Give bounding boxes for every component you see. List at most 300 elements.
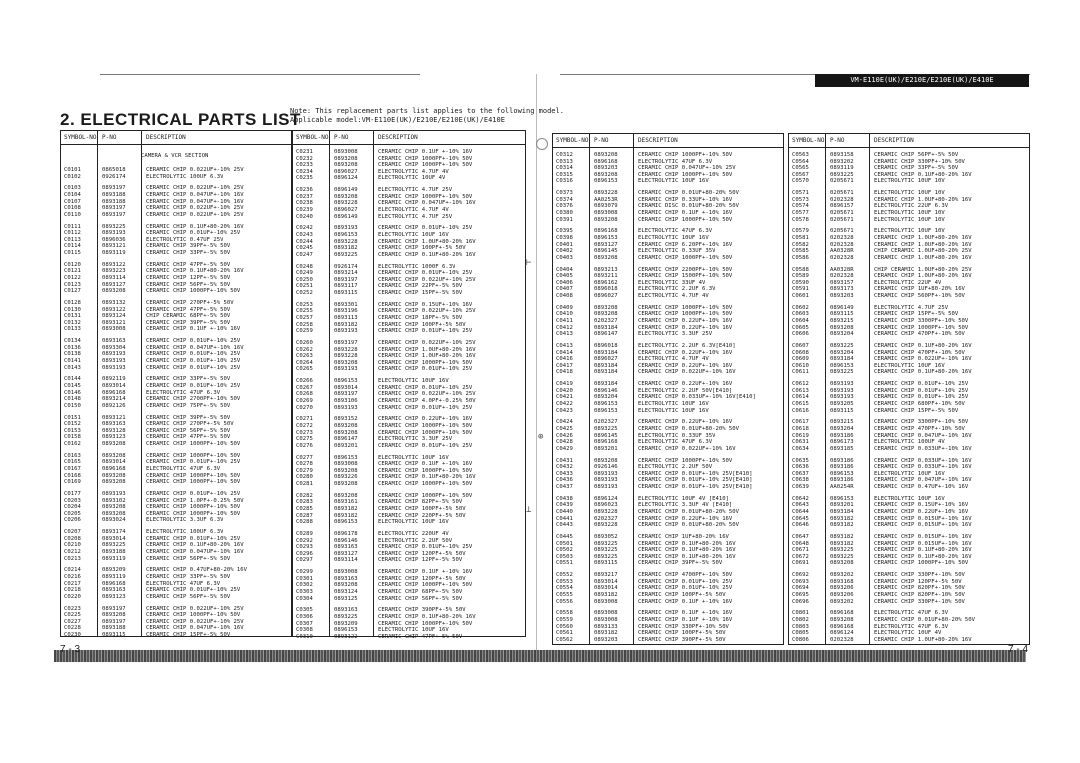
table-cell-part-no: 0896023 [594,502,618,509]
column-header-desc: DESCRIPTION [874,137,914,144]
table-cell-description: CERAMIC CHIP 0.047UF+-10% 25V [638,165,736,172]
table-cell-part-no: 0893211 [594,273,618,280]
table-cell-symbol: C0134 [64,338,81,345]
table-cell-description: ELECTROLYTIC 47UF 6.3V [146,580,221,587]
table-cell-description: CERAMIC CHIP 1000PF+-10% 50V [638,457,733,464]
table-cell-symbol: C0104 [64,192,81,198]
table-cell-symbol: C0636 [792,464,809,471]
table-cell-symbol: C0409 [556,304,573,311]
table-cell-description: ELECTROLYTIC 10UF 16V [378,519,449,526]
table-cell-symbol: C0112 [64,230,81,237]
table-cell-part-no: 0893208 [334,492,358,499]
table-cell-description: CERAMIC CHIP 0.1UF +-10% 16V [638,610,733,617]
table-cell-description: CERAMIC CHIP 1000PF+-10% 50V [638,304,733,311]
table-cell-description: CERAMIC CHIP 0.01UF+-10% 25V [378,366,473,373]
table-header [293,131,525,145]
table-cell-symbol: C0303 [296,589,313,595]
table-cell-part-no: 0893208 [334,423,358,429]
table-cell-description: CERAMIC CHIP 100PF+-5% 50V [378,245,466,252]
table-cell-part-no: 0893114 [334,557,358,564]
table-cell-description: CERAMIC CHIP 12PF+-5% 50V [378,557,463,564]
table-cell-part-no: 0893193 [102,230,126,237]
section-label: CAMERA & VCR SECTION [141,153,209,159]
table-cell-part-no: 0893208 [102,479,126,486]
table-cell-symbol: C0413 [556,343,573,349]
table-cell-part-no: 0893228 [334,238,358,245]
table-cell-part-no: 0893008 [334,461,358,468]
table-cell-description: CERAMIC CHIP 100PF+-5% 50V [378,321,466,328]
table-cell-part-no: 0893008 [334,569,358,576]
table-cell-symbol: C0402 [556,248,573,255]
table-cell-symbol: C0236 [296,187,313,194]
table-cell-part-no: 0893188 [102,625,126,632]
table-cell-description: CERAMIC CHIP 3300PF+-10% 50V [874,318,969,324]
table-cell-description: CERAMIC CHIP 0.1UF+80-20% 16V [638,553,736,560]
table-cell-part-no: 0896153 [830,362,854,369]
table-cell-part-no: 0893197 [334,340,358,346]
parts-table-right-b [788,133,1030,645]
table-cell-description: ELECTROLYTIC 47UF 6.3V [638,439,713,446]
table-cell-description: ELECTROLYTIC 4.7UF 4V [378,207,449,213]
table-cell-description: ELECTROLYTIC 10UF 16V [638,235,709,241]
table-cell-symbol: C0401 [556,241,573,248]
table-cell-part-no: 0893132 [102,300,126,306]
table-cell-symbol: C0579 [792,228,809,235]
table-cell-symbol: C0242 [296,225,313,232]
table-cell-symbol: C0437 [556,484,573,490]
table-cell-symbol: C0208 [64,535,81,542]
table-cell-description: CERAMIC CHIP 33PF+-5% 50V [874,165,959,172]
table-cell-description: CERAMIC CHIP 330PF+-10% 50V [638,623,729,630]
page-spine [536,74,537,654]
table-cell-symbol: C0250 [296,276,313,283]
table-cell-part-no: 0896178 [334,531,358,537]
table-cell-part-no: 0893228 [594,509,618,515]
table-cell-part-no: 0896027 [594,293,618,299]
table-cell-symbol: C0278 [296,461,313,468]
table-cell-part-no: 0205671 [830,190,854,197]
table-cell-description: CERAMIC CHIP 1000PF+-10% 50V [378,582,473,589]
table-cell-part-no: 0893225 [594,547,618,554]
table-cell-description: CERAMIC CHIP 100PF+-5% 50V [638,592,726,598]
table-cell-part-no: 0893161 [334,499,358,506]
table-cell-part-no: 0893208 [102,504,126,511]
table-cell-symbol: C0220 [64,593,81,600]
table-cell-symbol: C0691 [792,560,809,567]
table-cell-description: CERAMIC CHIP 0.047UF+-10% 16V [874,477,972,484]
table-cell-symbol: C0648 [792,540,809,547]
table-cell-part-no: 0893163 [102,421,126,428]
table-cell-symbol: C0283 [296,499,313,506]
table-cell-description: CERAMIC CHIP 0.1UF+80-20% 16V [874,547,972,554]
table-cell-part-no: 0893185 [830,445,854,452]
table-cell-symbol: C0585 [792,248,809,255]
table-cell-symbol: C0262 [296,346,313,353]
table-cell-symbol: C0217 [64,580,81,587]
table-cell-symbol: C0315 [556,171,573,178]
table-cell-part-no: 0893157 [830,279,854,286]
table-cell-part-no: 0893184 [830,509,854,515]
table-cell-part-no: 0893208 [334,162,358,169]
table-header [553,134,783,148]
table-cell-part-no: 0893008 [594,210,618,216]
table-cell-description: CERAMIC CHIP 0.47UF+-10% 16V [874,484,969,490]
table-cell-description: ELECTROLYTIC 220UF 4V [378,531,449,537]
table-cell-description: ELECTROLYTIC 10UF 16V [638,407,709,414]
table-cell-part-no: 0202328 [830,241,854,248]
table-cell-description: ELECTROLYTIC 47UF 6.3V [874,610,949,617]
table-cell-symbol: C0162 [64,441,81,447]
table-cell-description: CERAMIC CHIP 0.1UF+80-20% 16V [146,542,244,549]
table-cell-symbol: C0267 [296,384,313,391]
table-cell-part-no: 0893193 [830,387,854,394]
table-cell-symbol: C0225 [64,612,81,619]
table-cell-part-no: 0893163 [334,544,358,551]
table-cell-description: CERAMIC CHIP 270PF+-5% 50V [146,300,234,306]
table-cell-description: CERAMIC CHIP 4700PF+-10% 50V [638,572,733,579]
table-cell-part-no: 0893186 [830,477,854,484]
table-cell-description: CHIP CERAMIC 68PF+-5% 50V [146,313,231,320]
table-cell-symbol: C0422 [556,401,573,407]
table-cell-symbol: C0412 [556,324,573,331]
table-cell-symbol: C0141 [64,358,81,364]
table-cell-symbol: C0556 [556,598,573,605]
table-cell-description: CERAMIC CHIP 0.01UF+-10% 25V [874,394,969,401]
table-cell-description: CERAMIC CHIP 56PF+-5% 50V [874,152,959,158]
table-cell-description: CERAMIC CHIP 470PF+-10% 50V [874,349,965,356]
table-cell-part-no: 0893193 [594,470,618,477]
table-cell-description: CERAMIC CHIP 1.0UF+80-20% 16V [874,254,972,261]
table-cell-symbol: C0413 [556,331,573,338]
table-cell-description: CERAMIC CHIP 47PF+-5% 50V [146,261,231,268]
table-cell-symbol: C0316 [556,178,573,185]
table-cell-part-no: 0202327 [594,515,618,522]
table-cell-description: CERAMIC CHIP 1000PF+-10% 50V [146,441,241,447]
table-cell-part-no: 0893208 [594,304,618,311]
table-cell-symbol: C0428 [556,439,573,446]
table-cell-symbol: C0591 [792,286,809,293]
table-cell-description: CERAMIC CHIP 0.1UF +-10% 16V [638,598,733,605]
table-cell-description: ELECTROLYTIC 47UF 6.3V [638,158,713,165]
table-cell-description: ELECTROLYTIC 4.7UF 4V [378,168,449,175]
table-cell-description: ELECTROLYTIC 2.2UF 50V[E410] [638,387,733,394]
table-cell-symbol: C0553 [556,578,573,585]
note-line-2: Applicable model:VM-E110E(UK)/E210E/E210E(UK)/E410E [290,116,505,124]
table-cell-symbol: C0289 [296,531,313,537]
table-cell-part-no: 0896168 [830,610,854,617]
table-cell-description: CERAMIC CHIP 1000PF+-10% 50V [874,324,969,331]
table-cell-part-no: 0893208 [830,560,854,567]
table-cell-description: CERAMIC CHIP 0.01UF+-10% 25V [146,364,241,371]
table-cell-part-no: 0896146 [334,537,358,544]
table-cell-description: CERAMIC CHIP 1000PF+-10% 50V [638,171,733,178]
table-cell-part-no: 0893228 [334,200,358,207]
table-cell-description: CERAMIC CHIP 0.01UF+-10% 25V [146,383,241,389]
table-cell-symbol: C0445 [556,534,573,540]
table-cell-part-no: 0893133 [594,623,618,630]
table-cell-symbol: C0230 [64,632,81,638]
table-cell-description: ELECTROLYTIC 10UF 16V [378,232,449,238]
table-cell-part-no: 0205671 [830,178,854,185]
table-cell-symbol: C0271 [296,416,313,423]
table-cell-description: CERAMIC CHIP 1000PF+-10% 50V [378,155,473,162]
binder-mark-left-2: ⊥ [526,505,532,515]
table-cell-symbol: C0441 [556,515,573,522]
table-cell-part-no: 0893208 [594,216,618,223]
table-cell-part-no: 0896168 [830,623,854,630]
table-cell-part-no: 0893119 [102,574,126,580]
table-cell-part-no: 0893193 [594,477,618,484]
table-cell-symbol: C0407 [556,286,573,293]
table-cell-symbol: C0586 [792,254,809,261]
page-number-left: 7 - 3 [60,644,81,655]
table-cell-part-no: 0892126 [102,402,126,409]
table-cell-symbol: C0257 [296,315,313,321]
table-cell-symbol: C0151 [64,414,81,421]
table-cell-description: CERAMIC CHIP 0.22UF+-10% 16V [638,419,733,426]
table-cell-description: ELECTROLYTIC 47UF 6.3V [874,623,949,630]
table-cell-symbol: C0803 [792,623,809,630]
table-cell-part-no: 0893079 [594,203,618,210]
table-cell-symbol: C0216 [64,574,81,580]
table-cell-symbol: C0138 [64,351,81,358]
table-cell-description: CERAMIC CHIP 0.1UF+80-20% 16V [378,614,476,620]
table-header [61,131,291,145]
table-cell-description: CERAMIC CHIP 0.015UF+-10% 16V [874,534,972,540]
table-cell-description: CERAMIC CHIP 1.0UF+80-20% 16V [378,346,476,353]
table-cell-description: ELECTROLYTIC 4.7UF 25V [378,213,453,220]
table-cell-symbol: C0111 [64,223,81,230]
table-cell-symbol: C0306 [296,614,313,620]
table-cell-description: CERAMIC CHIP 0.022UF+-10% 16V [874,356,972,363]
table-cell-description: CERAMIC CHIP 0.01UF+-10% 25V [378,404,473,411]
table-cell-description: CERAMIC CHIP 0.022UF+-10% 25V [146,167,244,173]
table-cell-symbol: C0503 [556,553,573,560]
table-cell-description: CERAMIC CHIP 47PF+-5% 50V [146,434,231,441]
table-cell-symbol: C0150 [64,402,81,409]
table-cell-part-no: 0896036 [102,236,126,243]
table-cell-description: CERAMIC CHIP 120PF+-5% 50V [874,578,962,585]
table-cell-symbol: C0559 [556,617,573,623]
table-cell-part-no: 0926174 [334,263,358,270]
table-cell-part-no: 0893186 [830,432,854,439]
table-cell-symbol: C0610 [792,362,809,369]
table-cell-part-no: AA0254R [830,484,854,490]
table-cell-description: ELECTROLYTIC 3.3UF 25V [378,436,453,443]
table-cell-description: CERAMIC CHIP 0.015UF+-10% 16V [874,540,972,547]
table-cell-part-no: 0893208 [594,457,618,464]
table-cell-part-no: 0893115 [830,311,854,318]
table-cell-symbol: C0410 [556,311,573,318]
table-cell-description: ELECTROLYTIC 4.7UF 4V [638,356,709,363]
table-cell-symbol: C0131 [64,313,81,320]
table-cell-description: CERAMIC CHIP 0.047UF+-10% 16V [874,432,972,439]
table-cell-description: ELECTROLYTIC 10UF 16V [874,495,945,502]
table-cell-description: CERAMIC CHIP 1000PF+-10% 50V [378,481,473,487]
table-cell-symbol: C0314 [556,165,573,172]
table-cell-part-no: 0893008 [102,326,126,333]
table-cell-part-no: 0893127 [102,281,126,288]
table-cell-part-no: 0893163 [102,338,126,345]
table-cell-symbol: C0614 [792,394,809,401]
table-cell-part-no: 0893182 [334,245,358,252]
table-cell-description: ELECTROLYTIC 10UF 10V [874,216,945,223]
table-cell-part-no: 0893152 [334,416,358,423]
table-cell-symbol: C0571 [792,190,809,197]
table-cell-description: ELECTROLYTIC 3.3UF 6.3V [146,517,224,524]
table-cell-part-no: 0893228 [334,353,358,360]
table-cell-symbol: C0605 [792,324,809,331]
table-cell-description: CERAMIC CHIP 0.33UF+-10% 16V [638,196,733,203]
table-cell-description: CERAMIC CHIP 0.1UF +-10% 16V [638,210,733,216]
table-cell-symbol: C0251 [296,283,313,290]
table-cell-part-no: 0893208 [334,429,358,436]
table-cell-symbol: C0128 [64,300,81,306]
table-cell-symbol: C0205 [64,510,81,517]
table-cell-part-no: 0893225 [334,614,358,620]
table-cell-part-no: 0896153 [334,378,358,385]
table-cell-symbol: C0643 [792,502,809,509]
table-cell-symbol: C0233 [296,162,313,169]
note-line-1: Note: This replacement parts list applies to the following model. [290,107,564,115]
table-cell-description: CERAMIC CHIP 82PF+-5% 50V [378,499,463,506]
table-cell-symbol: C0555 [556,592,573,598]
table-cell-symbol: C0374 [556,196,573,203]
table-cell-part-no: 0893014 [102,535,126,542]
table-cell-symbol: C0252 [296,290,313,296]
table-cell-symbol: C0136 [64,344,81,351]
table-cell-symbol: C0312 [556,152,573,158]
table-cell-symbol: C0145 [64,383,81,389]
table-cell-part-no: 0893197 [334,276,358,283]
table-cell-description: ELECTROLYTIC 47UF 6.3V [146,389,221,396]
table-cell-part-no: 0202327 [594,318,618,324]
table-cell-description: CERAMIC CHIP 0.15UF+-10% 16V [378,301,473,308]
table-cell-symbol: C0231 [296,149,313,155]
table-cell-symbol: C0110 [64,211,81,218]
table-cell-description: CERAMIC CHIP 100PF+-5% 50V [638,630,726,637]
table-cell-part-no: 0893186 [830,464,854,471]
table-cell-symbol: C0570 [792,178,809,185]
table-cell-description: CERAMIC CHIP 1000PF+-10% 50V [378,467,473,474]
parts-table-left-b [292,130,526,640]
table-cell-symbol: C0168 [64,472,81,479]
table-cell-part-no: 0893127 [594,241,618,248]
table-cell-description: CERAMIC CHIP 0.47UF+80-20% 16V [146,567,248,574]
table-cell-description: CERAMIC CHIP 1.0UF+80-20% 16V [378,353,476,360]
table-cell-symbol: C0637 [792,470,809,477]
table-cell-description: ELECTROLYTIC 10UF 10V [874,210,945,216]
table-cell-part-no: 0896124 [334,175,358,182]
table-cell-part-no: 0893121 [102,243,126,250]
table-cell-part-no: 0893196 [334,308,358,315]
table-cell-description: CERAMIC CHIP 0.1UF +-10% 16V [378,569,473,576]
table-cell-symbol: C0436 [556,477,573,484]
table-cell-part-no: 0896153 [334,454,358,461]
table-cell-description: CERAMIC CHIP 0.01UF+80-20% 50V [638,509,740,515]
table-cell-part-no: 0893193 [102,364,126,371]
table-cell-symbol: C0696 [792,598,809,605]
table-cell-symbol: C0419 [556,381,573,388]
table-cell-part-no: 0205671 [830,216,854,223]
table-cell-part-no: 0893182 [594,630,618,637]
table-cell-part-no: 0202328 [830,636,854,643]
table-cell-symbol: C0438 [556,495,573,502]
table-cell-description: CERAMIC CHIP 2700PF+-10% 50V [146,396,241,403]
table-cell-description: CERAMIC CHIP 330PF+-10% 50V [874,572,965,579]
table-cell-description: ELECTROLYTIC 22UF 4V [874,279,942,286]
table-cell-symbol: C0565 [792,165,809,172]
table-cell-symbol: C0635 [792,457,809,464]
table-cell-part-no: 0896168 [102,389,126,396]
table-cell-description: CERAMIC CHIP 0.1UF +-10% 16V [378,149,473,155]
table-cell-part-no: 0893208 [334,467,358,474]
table-cell-description: CERAMIC CHIP 56PF+-5% 50V [378,595,463,602]
table-cell-part-no: 0893193 [334,404,358,411]
table-cell-description: CERAMIC CHIP 0.01UF+-10% 25V [378,225,473,232]
table-cell-part-no: 0896162 [594,279,618,286]
table-cell-symbol: C0108 [64,205,81,212]
table-cell-part-no: AA0253R [594,196,618,203]
table-cell-part-no: 0896153 [334,519,358,526]
table-cell-part-no: 0893208 [594,152,618,158]
table-cell-symbol: C0102 [64,173,81,180]
table-cell-part-no: 0202328 [830,273,854,280]
table-cell-symbol: C0269 [296,398,313,404]
table-cell-part-no: 0893225 [830,553,854,560]
table-cell-part-no: 0896173 [830,439,854,446]
table-cell-symbol: C0153 [64,427,81,434]
table-cell-part-no: 0893225 [594,540,618,547]
column-header-symbol: SYMBOL-NO [64,134,97,141]
table-cell-description: CERAMIC CHIP 15PF+-5% 50V [874,407,959,414]
table-cell-symbol: C0266 [296,378,313,385]
table-cell-symbol: C0247 [296,251,313,258]
table-cell-description: CERAMIC CHIP 470PF+-10% 50V [874,426,965,432]
table-cell-part-no: 0893202 [830,158,854,165]
table-cell-symbol: C0130 [64,306,81,313]
table-cell-description: CERAMIC CHIP 470PF+-10% 50V [874,331,965,338]
table-cell-description: ELECTROLYTIC 4.7UF 4V [638,293,709,299]
table-cell-symbol: C0608 [792,349,809,356]
table-cell-description: CERAMIC CHIP 0.047UF+-10% 16V [378,200,476,207]
table-cell-description: CHIP CERAMIC 1.0UF+80-20% 25V [874,266,972,273]
table-cell-description: CHIP CERAMIC 1.0UF+80-20% 25V [874,248,972,255]
table-cell-description: ELECTROLYTIC 3.3UF 25V [638,331,713,338]
table-cell-part-no: 0893014 [594,585,618,592]
table-cell-description: CERAMIC CHIP 1000PF+-10% 50V [146,504,241,511]
table-cell-description: CERAMIC CHIP 1000PF+-10% 50V [146,479,241,486]
table-cell-part-no: 0893174 [102,529,126,536]
table-cell-part-no: 0893209 [334,620,358,627]
table-cell-part-no: 0893182 [594,592,618,598]
table-cell-part-no: 0893193 [102,351,126,358]
table-cell-description: CERAMIC CHIP 390PF+-5% 50V [638,636,726,643]
table-cell-part-no: 0893173 [830,286,854,293]
table-cell-symbol: C0260 [296,340,313,346]
table-cell-part-no: 0893228 [594,190,618,197]
table-cell-symbol: C0276 [296,442,313,449]
table-cell-part-no: 0893014 [594,578,618,585]
table-cell-description: CERAMIC CHIP 390PF+-5% 50V [378,607,466,614]
table-cell-description: ELECTROLYTIC 100UF 4V [874,439,945,446]
table-cell-symbol: C0308 [296,627,313,634]
table-cell-description: CERAMIC CHIP 0.15UF+-10% 16V [874,502,969,509]
table-cell-part-no: 0896153 [594,401,618,407]
table-cell-symbol: C0582 [792,241,809,248]
table-cell-description: CERAMIC CHIP 0.01UF+-10% 25V [378,270,473,277]
table-cell-description: CERAMIC CHIP 0.01UF+-10% 25V [146,535,241,542]
